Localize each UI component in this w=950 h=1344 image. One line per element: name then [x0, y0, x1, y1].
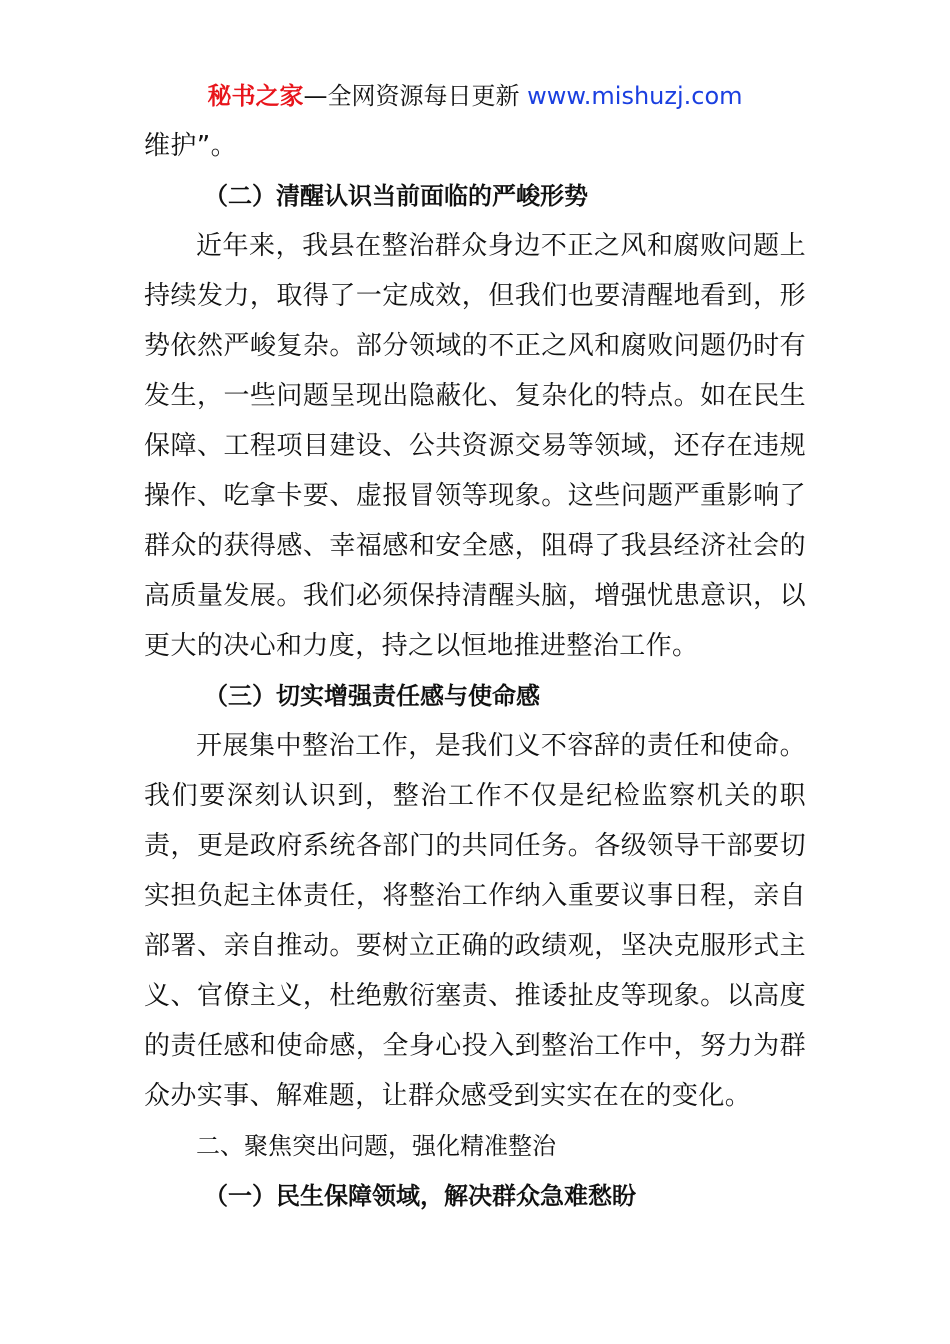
site-header — [0, 80, 950, 112]
section-heading-3: （三）切实增强责任感与使命感 — [204, 682, 540, 710]
paragraph-situation: 近年来，我县在整治群众身边不正之风和腐败问题上持续发力，取得了一定成效，但我们也要清醒地看到，形势依然严峻复杂。部分领域的不正之风和腐败问题仍时有发生，一些问题呈现出隐蔽化、复杂化的特点。如在民生保障、工程项目建设、公共资源交易等领域，还存在违规操作、吃拿卡要、虚报冒领等现象。这些问题严重影响了群众的获得感、幸福感和安全感，阻碍了我县经济社会的高质量发展。我们必须保持清醒头脑，增强忧患意识，以更大的决心和力度，持之以恒地推进整治工作。 — [144, 231, 806, 661]
site-url-link[interactable]: www.mishuzj.com — [527, 82, 743, 110]
chapter-heading-2: 二、聚焦突出问题，强化精准整治 — [196, 1132, 556, 1160]
paragraph-continuation: 维护”。 — [144, 131, 238, 161]
document-body — [144, 121, 806, 1221]
paragraph-responsibility: 开展集中整治工作，是我们义不容辞的责任和使命。我们要深刻认识到，整治工作不仅是纪检监察机关的职责，更是政府系统各部门的共同任务。各级领导干部要切实担负起主体责任，将整治工作纳入重要议事日程，亲自部署、亲自推动。要树立正确的政绩观，坚决克服形式主义、官僚主义，杜绝敷衍塞责、推诿扯皮等现象。以高度的责任感和使命感，全身心投入到整治工作中，努力为群众办实事、解难题，让群众感受到实实在在的变化。 — [144, 731, 806, 1111]
section-heading-2: （二）清醒认识当前面临的严峻形势 — [204, 182, 588, 210]
section-heading-livelihood: （一）民生保障领域，解决群众急难愁盼 — [204, 1182, 636, 1210]
header-tagline: —全网资源每日更新 — [303, 82, 528, 110]
brand-name: 秘书之家 — [207, 82, 304, 110]
